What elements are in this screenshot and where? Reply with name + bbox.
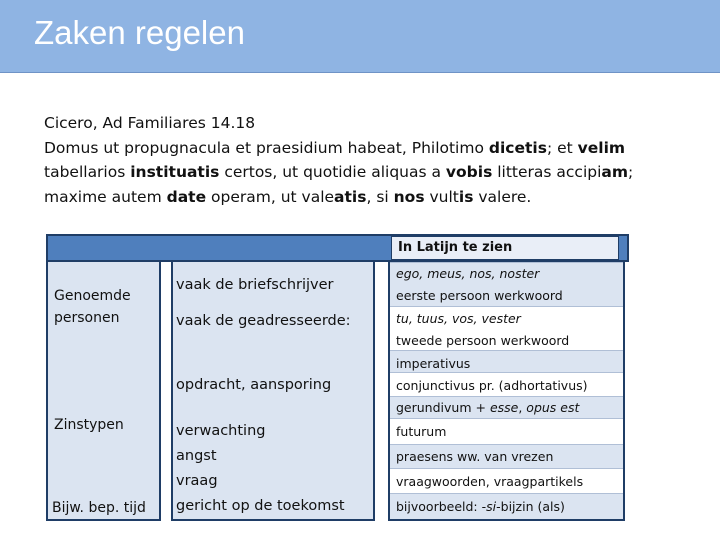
table-header-bar: [46, 234, 629, 262]
bold-run: date: [166, 187, 207, 206]
mid-toekomst: gericht op de toekomst: [176, 498, 345, 514]
text-run: gerundivum +: [396, 400, 490, 415]
text-run: -bijzin (als): [496, 499, 565, 514]
text-run: opus est: [526, 400, 580, 415]
citation: Cicero, Ad Familiares 14.18: [44, 114, 256, 132]
text-run: maxime autem: [44, 187, 167, 206]
right-tweede-persoon: tweede persoon werkwoord: [396, 333, 570, 348]
mid-geadresseerde: vaak de geadresseerde:: [176, 313, 351, 329]
text-run: esse: [489, 400, 519, 415]
table-header-label: In Latijn te zien: [398, 240, 513, 255]
right-praesens: praesens ww. van vrezen: [396, 449, 554, 464]
text-run: ;: [628, 163, 634, 181]
mid-opdracht: opdracht, aansporing: [176, 377, 332, 393]
text-run: ,: [518, 400, 527, 415]
mid-angst: angst: [176, 448, 217, 464]
mid-briefschrijver: vaak de briefschrijver: [176, 277, 334, 293]
mid-vraag: vraag: [176, 473, 218, 489]
right-tu: tu, tuus, vos, vester: [396, 311, 521, 326]
text-run: certos, ut quotidie aliquas a: [219, 163, 446, 181]
slide-title: Zaken regelen: [34, 14, 245, 51]
text-run: valere.: [473, 187, 532, 206]
text-run: bijvoorbeeld: -: [396, 499, 487, 514]
text-run: operam, ut vale: [206, 187, 335, 206]
right-eerste-persoon: eerste persoon werkwoord: [396, 288, 563, 303]
right-imperativus: imperativus: [396, 356, 471, 371]
label-genoemde-personen: [54, 285, 131, 329]
latin-passage: [44, 136, 704, 210]
passage-line: [44, 160, 704, 185]
slide-header: [0, 0, 720, 73]
right-gerundivum: [396, 397, 579, 419]
bold-run: atis: [334, 187, 367, 206]
label-bijw-bep-tijd: Bijw. bep. tijd: [52, 500, 146, 516]
text-run: si: [486, 499, 497, 514]
right-conjunctivus: conjunctivus pr. (adhortativus): [396, 378, 588, 393]
label-line: Genoemde: [54, 288, 131, 304]
passage-line: [44, 185, 704, 210]
intro-text: [44, 111, 704, 209]
bold-run: am: [601, 163, 629, 181]
bold-run: velim: [577, 138, 626, 157]
text-run: litteras accipi: [492, 163, 602, 181]
label-zinstypen: Zinstypen: [54, 417, 124, 433]
text-run: ; et: [546, 138, 578, 157]
right-ego: ego, meus, nos, noster: [396, 266, 540, 281]
right-futurum: futurum: [396, 424, 447, 439]
text-run: tabellarios: [44, 163, 131, 181]
mid-verwachting: verwachting: [176, 423, 266, 439]
passage-line: [44, 136, 704, 161]
bold-run: vobis: [445, 163, 493, 181]
right-bijvoorbeeld: [396, 496, 565, 518]
label-line: personen: [54, 310, 120, 326]
text-run: , si: [366, 187, 394, 206]
bold-run: nos: [393, 187, 425, 206]
bold-run: instituatis: [130, 163, 220, 181]
text-run: Domus ut propugnacula et praesidium habeat, Philotimo: [44, 138, 489, 157]
text-run: vult: [424, 187, 459, 206]
bold-run: dicetis: [488, 138, 547, 157]
right-vraagwoorden: vraagwoorden, vraagpartikels: [396, 474, 584, 489]
bold-run: is: [458, 187, 474, 206]
